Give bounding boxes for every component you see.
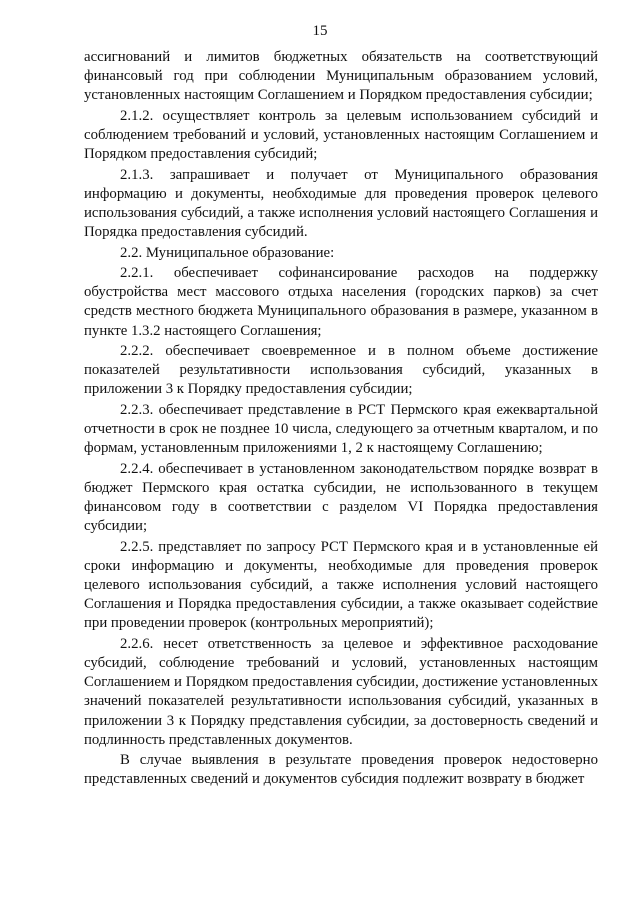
paragraph-2-2-5: 2.2.5. представляет по запросу РСТ Пермского края и в установленные ей сроки информацию и документы, необходимые для проведения проверок целевого использования субсидий, а также исполнения условий настоящего Соглашения и Порядка предоставления субсидии, а также оказывает содействие при проведении проверок (контрольных мероприятий); [84,538,598,632]
paragraph-2-2-4: 2.2.4. обеспечивает в установленном законодательством порядке возврат в бюджет Пермского края остатка субсидии, не использованного в текущем финансовом году в соответствии с разделом VI Порядка предоставления субсидии; [84,460,598,535]
paragraph-2-2-heading: 2.2. Муниципальное образование: [120,244,335,261]
paragraph-2-2-6: 2.2.6. несет ответственность за целевое и эффективное расходование субсидий, соблюдение требований и условий, установленных настоящим Соглашением и Порядком предоставления субсидии, достижение установленных значений показателей результативности использования субсидий, указанных в приложении 3 к Порядку представления субсидии, за достоверность сведений и подлинность представленных документов. [84,635,598,748]
page-number: 15 [312,23,328,39]
paragraph-2-2-1: 2.2.1. обеспечивает софинансирование расходов на поддержку обустройства мест массового отдыха населения (городских парков) за счет средств местного бюджета Муниципального образования в размере, указанном в пункте 1.3.2 настоящего Соглашения; [84,264,598,339]
paragraph-continuation: ассигнований и лимитов бюджетных обязательств на соответствующий финансовый год при соблюдении Муниципальным образованием условий, установленных настоящим Соглашением и Порядком предоставления субсидии; [84,49,598,104]
paragraph-2-1-2: 2.1.2. осуществляет контроль за целевым использованием субсидий и соблюдением требований и условий, установленных настоящим Соглашением и Порядком предоставления субсидий; [84,107,598,163]
document-body [84,48,598,791]
paragraph-2-2-3: 2.2.3. обеспечивает представление в РСТ Пермского края ежеквартальной отчетности в срок не позднее 10 числа, следующего за отчетным кварталом, и по формам, установленным приложениями 1, 2 к настоящему Соглашению; [84,401,598,457]
paragraph-refund-clause: В случае выявления в результате проведения проверок недостоверно представленных сведений и документов субсидия подлежит возврату в бюджет [84,752,598,788]
paragraph-2-1-3: 2.1.3. запрашивает и получает от Муниципального образования информацию и документы, необходимые для проведения проверок целевого использования субсидий, а также исполнения условий настоящего Соглашения и Порядка предоставления субсидий. [84,166,598,241]
paragraph-2-2-2: 2.2.2. обеспечивает своевременное и в полном объеме достижение показателей результативности использования субсидий, указанных в приложении 3 к Порядку предоставления субсидии; [84,342,598,398]
